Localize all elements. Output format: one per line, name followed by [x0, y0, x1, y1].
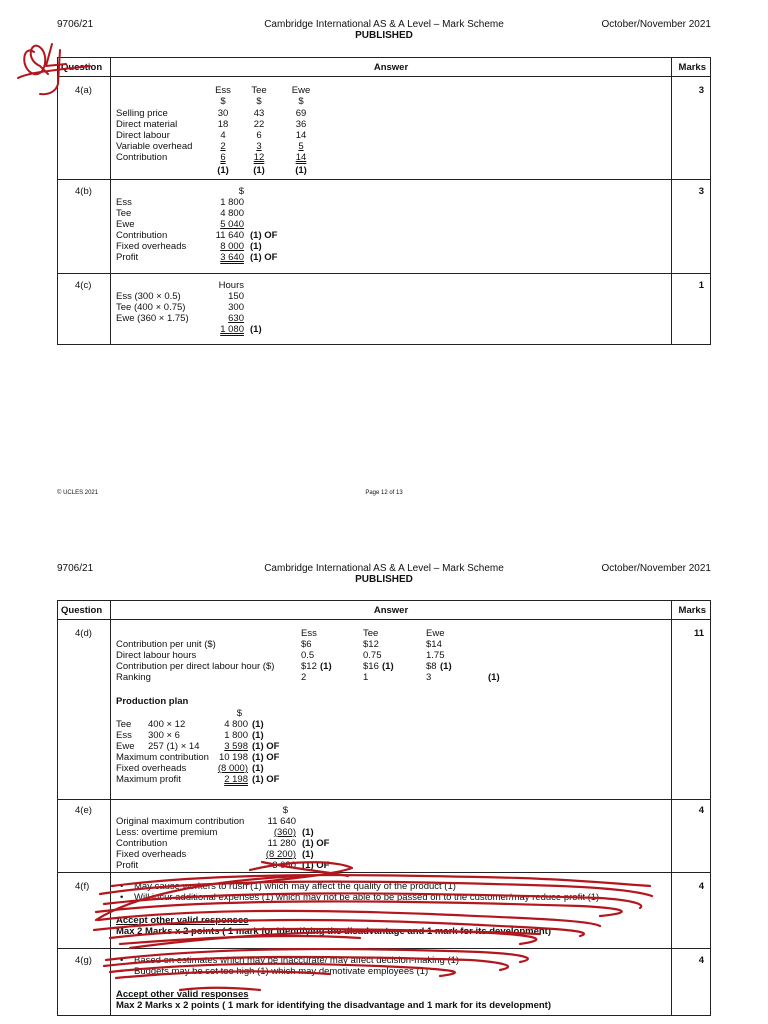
cell: 4 800 [224, 719, 248, 730]
question-4e-row [58, 799, 710, 873]
cell: 1.75 [426, 650, 445, 661]
marks-value: 4 [698, 955, 704, 966]
cell: 300 [228, 302, 244, 313]
mark: (1) OF [302, 838, 330, 849]
cell: 14 [295, 130, 307, 141]
cell: 43 [253, 108, 265, 119]
cell: 150 [228, 291, 244, 302]
unit-label: $ [282, 805, 288, 816]
row-label: Tee [116, 208, 132, 219]
unit-label: $ [236, 708, 242, 719]
marks-header: Marks [678, 605, 706, 616]
question-number: 4(b) [75, 186, 92, 197]
cell: 3 [426, 672, 432, 683]
col-ewe: Ewe [426, 628, 445, 639]
question-4c-row [58, 273, 710, 345]
page-gap [0, 520, 768, 530]
cell: 2 [301, 672, 307, 683]
cell: $16 [363, 661, 379, 672]
cell: 6 [220, 152, 226, 163]
row-label: Contribution per direct labour hour ($) [116, 661, 275, 672]
cell: (8 000) [217, 763, 248, 774]
table-header-row [58, 601, 710, 619]
mark: (1) [253, 165, 265, 176]
mark: (1) OF [252, 774, 280, 785]
mark-scheme-table-2 [57, 600, 711, 1016]
mark: (1) [217, 165, 229, 176]
mark: (1) [252, 719, 264, 730]
answer-header: Answer [373, 605, 409, 616]
row-label: Contribution per unit ($) [116, 639, 216, 650]
cell: 14 [295, 152, 307, 163]
question-header: Question [61, 62, 103, 73]
row-label: Ess [116, 197, 132, 208]
row-label: Direct material [116, 119, 178, 130]
question-4a-row [58, 76, 710, 180]
mark: (1) [250, 324, 262, 335]
cell: $6 [301, 639, 312, 650]
cell: 2 198 [224, 774, 248, 785]
row-label: Direct labour hours [116, 650, 197, 661]
mark: (1) [302, 849, 314, 860]
cell: 10 198 [218, 752, 248, 763]
marks-value: 4 [698, 805, 704, 816]
mark-scheme-table-1 [57, 57, 711, 345]
row-label: Contribution [116, 838, 168, 849]
cell: 0.75 [363, 650, 382, 661]
cell: 1 [363, 672, 369, 683]
exam-session: October/November 2021 [601, 19, 711, 30]
marks-value: 4 [698, 881, 704, 892]
mark: (1) [382, 661, 394, 672]
mark: (1) OF [250, 252, 278, 263]
mark-scheme-title: Cambridge International AS & A Level – Mark Scheme [264, 563, 504, 574]
table-header-row [58, 58, 710, 76]
marks-value: 11 [693, 628, 704, 639]
cell: 11 640 [267, 816, 296, 827]
cell: 3 598 [224, 741, 248, 752]
cell: 1 800 [224, 730, 248, 741]
max-marks-note: Max 2 Marks x 2 points ( 1 mark for identifying the disadvantage and 1 mark for its development) [116, 926, 552, 937]
paper-code: 9706/21 [57, 19, 94, 30]
cell: 69 [295, 108, 307, 119]
cell: 12 [253, 152, 265, 163]
cell: 5 [298, 141, 304, 152]
mark: (1) OF [302, 860, 330, 871]
cell: 22 [253, 119, 265, 130]
answer-bullet: • May cause workers to rush (1) which may affect the quality of the product (1) [134, 881, 456, 892]
question-number: 4(a) [75, 85, 92, 96]
cell: $8 [426, 661, 437, 672]
marks-value: 3 [698, 85, 704, 96]
cell: 3 640 [220, 252, 244, 263]
row-label: Fixed overheads [116, 849, 187, 860]
row-label: Ess (300 × 0.5) [116, 291, 181, 302]
calc: 257 (1) × 14 [148, 741, 200, 752]
row-label: Fixed overheads [116, 241, 187, 252]
marks-header: Marks [678, 62, 706, 73]
cell: 4 [220, 130, 226, 141]
row-label: Ewe [116, 741, 135, 752]
cell: 3 080 [272, 860, 296, 871]
row-label: Variable overhead [116, 141, 193, 152]
answer-bullet: • Based on estimates which may be inaccurate/ may affect decision-making (1) [134, 955, 459, 966]
page-number: Page 12 of 13 [365, 490, 403, 496]
marks-value: 3 [698, 186, 704, 197]
mark: (1) [440, 661, 452, 672]
unit-label: $ [298, 96, 304, 107]
cell: 11 640 [215, 230, 244, 241]
question-4g-row [58, 948, 710, 1016]
cell: 18 [217, 119, 229, 130]
answer-header: Answer [373, 62, 409, 73]
accept-note: Accept other valid responses [116, 989, 249, 1000]
max-marks-note: Max 2 Marks x 2 points ( 1 mark for identifying the disadvantage and 1 mark for its development) [116, 1000, 552, 1011]
paper-code: 9706/21 [57, 563, 94, 574]
mark: (1) [252, 730, 264, 741]
cell: 6 [256, 130, 262, 141]
q4-handwritten-mark [24, 46, 48, 75]
col-tee: Tee [251, 85, 267, 96]
row-label: Profit [116, 252, 139, 263]
mark: (1) [302, 827, 314, 838]
cell: 8 000 [220, 241, 244, 252]
row-label: Tee (400 × 0.75) [116, 302, 186, 313]
unit-label: $ [238, 186, 244, 197]
row-label: Ewe [116, 219, 135, 230]
row-label: Ranking [116, 672, 151, 683]
col-ess: Ess [215, 85, 231, 96]
col-ess: Ess [301, 628, 317, 639]
row-label: Maximum contribution [116, 752, 209, 763]
accept-note: Accept other valid responses [116, 915, 249, 926]
cell: 630 [228, 313, 244, 324]
cell: $12 [363, 639, 379, 650]
mark: (1) [320, 661, 332, 672]
calc: 300 × 6 [148, 730, 180, 741]
published-label: PUBLISHED [355, 30, 413, 41]
copyright: © UCLES 2021 [57, 490, 99, 496]
row-label: Profit [116, 860, 139, 871]
row-label: Less: overtime premium [116, 827, 218, 838]
cell: (8 200) [265, 849, 296, 860]
question-number: 4(e) [75, 805, 92, 816]
unit-label: $ [220, 96, 226, 107]
mark: (1) [295, 165, 307, 176]
row-label: Direct labour [116, 130, 170, 141]
cell: 36 [295, 119, 307, 130]
cell: (360) [273, 827, 296, 838]
calc: 400 × 12 [148, 719, 186, 730]
unit-label: Hours [218, 280, 244, 291]
marks-value: 1 [698, 280, 704, 291]
cell: 1 800 [220, 197, 244, 208]
row-label: Maximum profit [116, 774, 181, 785]
question-number: 4(c) [75, 280, 92, 291]
mark: (1) [488, 672, 500, 683]
row-label: Tee [116, 719, 132, 730]
published-label: PUBLISHED [355, 574, 413, 585]
row-label: Contribution [116, 152, 168, 163]
cell: 4 800 [220, 208, 244, 219]
production-plan-title: Production plan [116, 696, 189, 707]
row-label: Original maximum contribution [116, 816, 245, 827]
row-label: Selling price [116, 108, 168, 119]
answer-bullet: • Will incur additional expenses (1) which may not be able to be passed on to the customer/may reduce profit (1) [134, 892, 599, 903]
unit-label: $ [256, 96, 262, 107]
cell: $14 [426, 639, 442, 650]
cell: 30 [217, 108, 229, 119]
cell: 0.5 [301, 650, 315, 661]
col-tee: Tee [363, 628, 379, 639]
row-label: Fixed overheads [116, 763, 187, 774]
cell: 3 [256, 141, 262, 152]
question-number: 4(d) [75, 628, 92, 639]
total-hours: 1 080 [220, 324, 244, 335]
question-4f-row [58, 872, 710, 949]
col-ewe: Ewe [291, 85, 311, 96]
answer-bullet: • Budgets may be set too high (1) which may demotivate employees (1) [134, 966, 428, 977]
question-number: 4(g) [75, 955, 92, 966]
question-number: 4(f) [75, 881, 90, 892]
cell: 11 280 [267, 838, 296, 849]
mark-scheme-title: Cambridge International AS & A Level – Mark Scheme [264, 19, 504, 30]
row-label: Contribution [116, 230, 168, 241]
cell: 2 [220, 141, 226, 152]
mark: (1) OF [252, 741, 280, 752]
cell: 5 040 [220, 219, 244, 230]
cell: $12 [301, 661, 317, 672]
question-4b-row [58, 179, 710, 274]
mark: (1) [252, 763, 264, 774]
row-label: Ess [116, 730, 132, 741]
question-header: Question [61, 605, 103, 616]
exam-session: October/November 2021 [601, 563, 711, 574]
mark: (1) OF [252, 752, 280, 763]
mark: (1) OF [250, 230, 278, 241]
mark: (1) [250, 241, 262, 252]
question-4d-row [58, 619, 710, 800]
row-label: Ewe (360 × 1.75) [116, 313, 189, 324]
